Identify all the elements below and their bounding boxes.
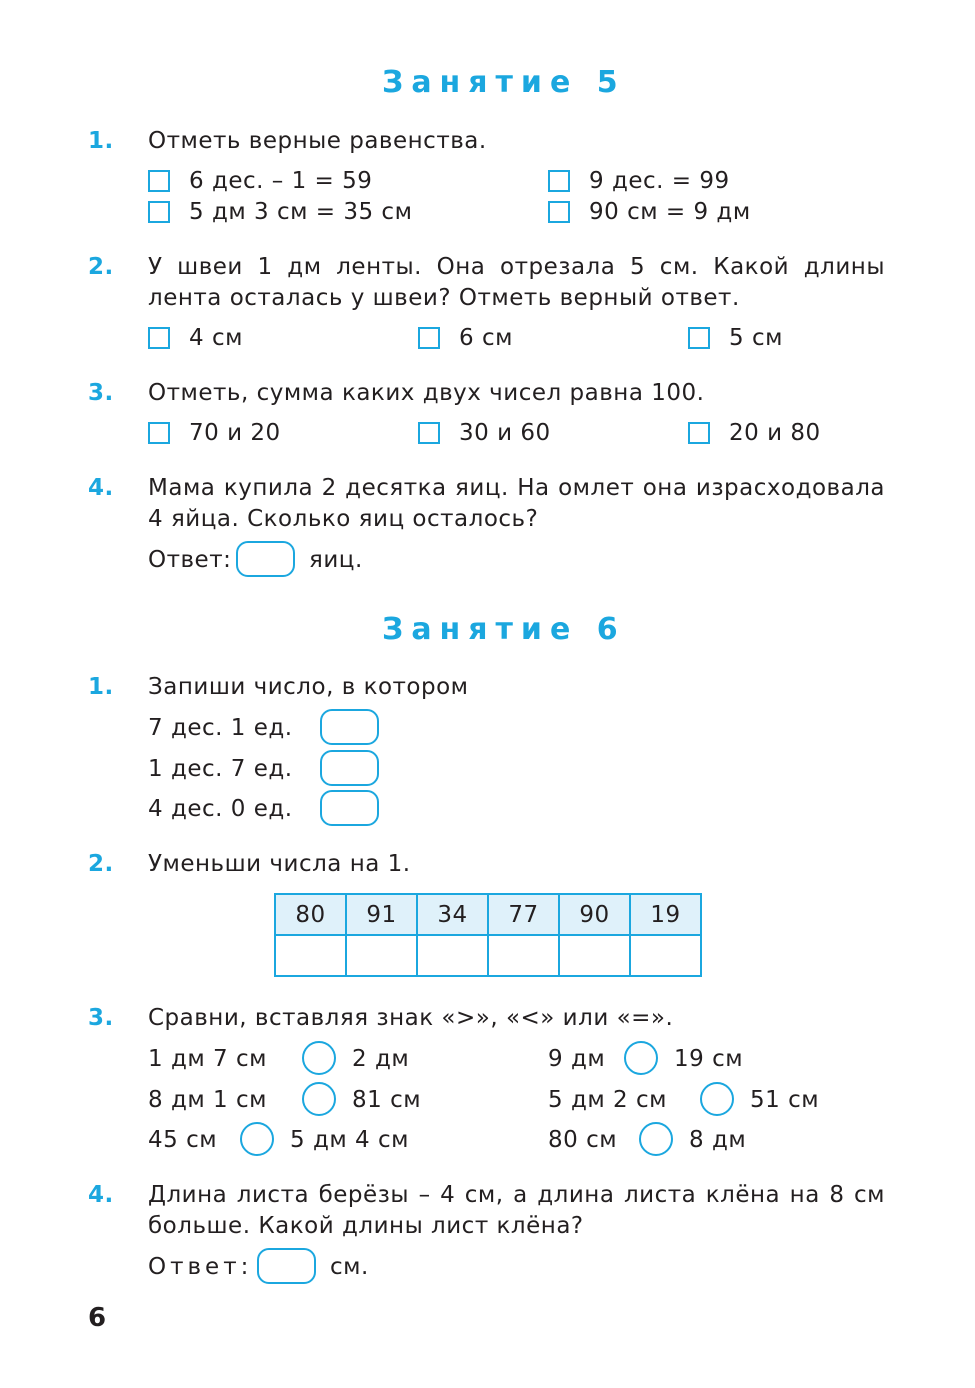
task-number: 4. (88, 1182, 114, 1208)
compare-left: 45 см (148, 1127, 218, 1153)
checkbox[interactable] (148, 422, 170, 444)
table-cell-answer[interactable] (630, 935, 701, 976)
answer-box[interactable] (320, 709, 379, 745)
compare-circle[interactable] (302, 1041, 336, 1075)
table-cell-answer[interactable] (488, 935, 559, 976)
compare-circle[interactable] (700, 1082, 734, 1116)
task-text: Отметь верные равенства. (148, 128, 487, 154)
place-value-label: 7 дес. 1 ед. (148, 715, 293, 741)
task-text: Сравни, вставляя знак «>», «<» или «=». (148, 1005, 674, 1031)
task-number: 2. (88, 851, 114, 877)
task-number: 4. (88, 475, 114, 501)
checkbox[interactable] (688, 327, 710, 349)
answer-box[interactable] (320, 750, 379, 786)
compare-right: 81 см (352, 1087, 422, 1113)
compare-circle[interactable] (240, 1122, 274, 1156)
compare-left: 5 дм 2 см (548, 1087, 667, 1113)
task-number: 3. (88, 1005, 114, 1031)
checkbox[interactable] (548, 201, 570, 223)
table-cell-number: 77 (488, 894, 559, 935)
compare-left: 9 дм (548, 1046, 606, 1072)
option-label: 6 дес. – 1 = 59 (189, 168, 373, 194)
place-value-label: 1 дес. 7 ед. (148, 756, 293, 782)
checkbox[interactable] (148, 201, 170, 223)
lesson-6-title: Занятие 6 (382, 612, 626, 647)
page-number: 6 (88, 1303, 107, 1333)
answer-box[interactable] (236, 541, 295, 577)
compare-left: 80 см (548, 1127, 618, 1153)
compare-right: 5 дм 4 см (290, 1127, 409, 1153)
option-label: 4 см (189, 325, 243, 351)
checkbox[interactable] (148, 327, 170, 349)
compare-left: 1 дм 7 см (148, 1046, 267, 1072)
checkbox[interactable] (418, 422, 440, 444)
task-text-line: Мама купила 2 десятка яиц. На омлет она израсходовала (148, 475, 885, 501)
lesson-5-title: Занятие 5 (382, 65, 626, 100)
task-text: Уменьши числа на 1. (148, 851, 411, 877)
compare-right: 51 см (750, 1087, 820, 1113)
compare-left: 8 дм 1 см (148, 1087, 267, 1113)
option-label: 90 см = 9 дм (589, 199, 751, 225)
option-label: 20 и 80 (729, 420, 821, 446)
table-cell-answer[interactable] (417, 935, 488, 976)
place-value-label: 4 дес. 0 ед. (148, 796, 293, 822)
task-number: 3. (88, 380, 114, 406)
task-text: Отметь, сумма каких двух чисел равна 100. (148, 380, 705, 406)
answer-label: Ответ: (148, 1254, 253, 1280)
table-cell-number: 90 (559, 894, 630, 935)
table-cell-number: 34 (417, 894, 488, 935)
task-text-line: больше. Какой длины лист клёна? (148, 1213, 584, 1239)
task-number: 1. (88, 128, 114, 154)
compare-circle[interactable] (624, 1041, 658, 1075)
compare-right: 8 дм (689, 1127, 747, 1153)
compare-right: 2 дм (352, 1046, 410, 1072)
task-text: Запиши число, в котором (148, 674, 469, 700)
task-number: 1. (88, 674, 114, 700)
table-cell-answer[interactable] (559, 935, 630, 976)
answer-label: Ответ: (148, 547, 232, 573)
table-cell-number: 19 (630, 894, 701, 935)
number-table (274, 893, 702, 977)
checkbox[interactable] (148, 170, 170, 192)
checkbox[interactable] (548, 170, 570, 192)
task-text-line: У швеи 1 дм ленты. Она отрезала 5 см. Какой длины (148, 254, 885, 280)
table-cell-number: 91 (346, 894, 417, 935)
checkbox[interactable] (688, 422, 710, 444)
option-label: 30 и 60 (459, 420, 551, 446)
answer-box[interactable] (257, 1248, 316, 1284)
compare-circle[interactable] (639, 1122, 673, 1156)
answer-unit: см. (330, 1254, 369, 1280)
option-label: 5 дм 3 см = 35 см (189, 199, 413, 225)
task-text-line: Длина листа берёзы – 4 см, а длина листа клёна на 8 см (148, 1182, 885, 1208)
checkbox[interactable] (418, 327, 440, 349)
option-label: 70 и 20 (189, 420, 281, 446)
task-text-line: 4 яйца. Сколько яиц осталось? (148, 506, 539, 532)
table-cell-number: 80 (275, 894, 346, 935)
table-cell-answer[interactable] (275, 935, 346, 976)
answer-unit: яиц. (309, 547, 363, 573)
option-label: 6 см (459, 325, 513, 351)
table-cell-answer[interactable] (346, 935, 417, 976)
compare-circle[interactable] (302, 1082, 336, 1116)
option-label: 5 см (729, 325, 783, 351)
option-label: 9 дес. = 99 (589, 168, 730, 194)
compare-right: 19 см (674, 1046, 744, 1072)
task-number: 2. (88, 254, 114, 280)
task-text-line: лента осталась у швеи? Отметь верный ответ. (148, 285, 740, 311)
answer-box[interactable] (320, 790, 379, 826)
